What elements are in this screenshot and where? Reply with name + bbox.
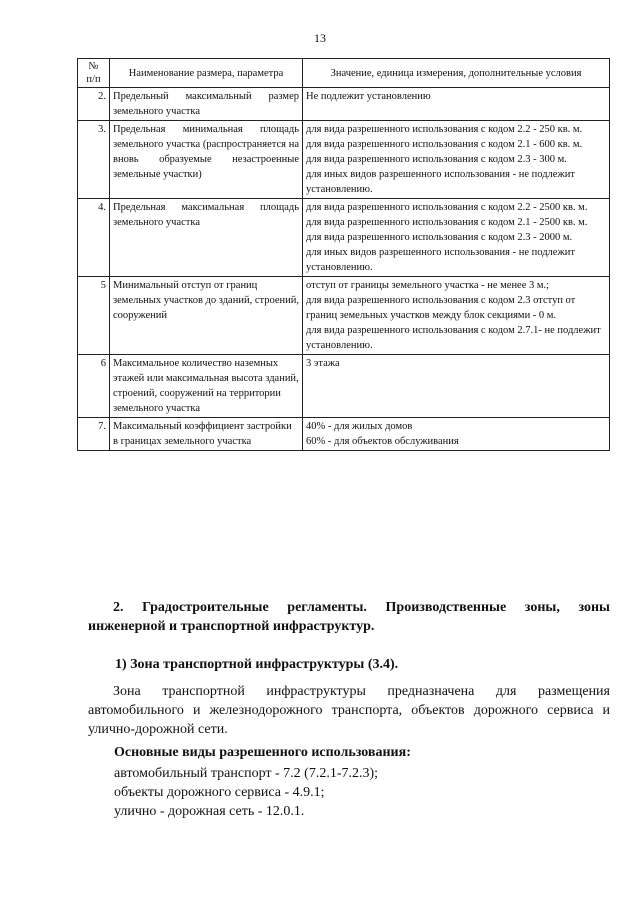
- zone-description: Зона транспортной инфраструктуры предназначена для размещения автомобильного и железнодорожного транспорта, объектов дорожного сервиса и улично-дорожной сети.: [88, 684, 610, 737]
- list-item: объекты дорожного сервиса - 4.9.1;: [114, 785, 325, 800]
- row-value-line: для вида разрешенного использования с кодом 2.3 - 300 м.: [306, 154, 567, 165]
- table-header-row: [78, 59, 610, 88]
- row-number: 5: [78, 277, 110, 355]
- header-value: Значение, единица измерения, дополнительные условия: [303, 59, 610, 88]
- row-number: 6: [78, 355, 110, 418]
- row-value-line: для вида разрешенного использования с кодом 2.1 - 600 кв. м.: [306, 139, 583, 150]
- row-value: [303, 88, 610, 121]
- row-number: 7.: [78, 418, 110, 451]
- zone-heading: 1) Зона транспортной инфраструктуры (3.4).: [115, 657, 399, 672]
- row-value: [303, 418, 610, 451]
- row-value-line: для вида разрешенного использования с кодом 2.3 - 2000 м.: [306, 232, 573, 243]
- row-value-line: 40% - для жилых домов: [306, 421, 413, 432]
- list-item: улично - дорожная сеть - 12.0.1.: [114, 804, 305, 819]
- row-value-line: отступ от границы земельного участка - не менее 3 м.;: [306, 280, 550, 291]
- row-parameter-name: Предельная максимальная площадь земельного участка: [110, 199, 303, 277]
- table-row: [78, 121, 610, 199]
- row-value-line: для вида разрешенного использования с кодом 2.3 отступ от границ земельных участков между блок секциями - 0 м.: [306, 295, 576, 321]
- table-row: [78, 277, 610, 355]
- row-value-line: 60% - для объектов обслуживания: [306, 436, 459, 447]
- row-value: [303, 199, 610, 277]
- row-number: 4.: [78, 199, 110, 277]
- section-heading: 2. Градостроительные регламенты. Производственные зоны, зоны инженерной и транспортной инфраструктур.: [88, 600, 610, 634]
- header-name: Наименование размера, параметра: [110, 59, 303, 88]
- table-row: [78, 199, 610, 277]
- row-value-line: для вида разрешенного использования с кодом 2.2 - 250 кв. м.: [306, 124, 583, 135]
- row-parameter-name: Предельный максимальный размер земельного участка: [110, 88, 303, 121]
- row-value-line: для вида разрешенного использования с кодом 2.1 - 2500 кв. м.: [306, 217, 588, 228]
- header-num: [78, 59, 110, 88]
- row-value-line: для иных видов разрешенного использования - не подлежит установлению.: [306, 247, 575, 273]
- header-num-line1: №: [88, 61, 99, 72]
- row-value-line: Не подлежит установлению: [306, 91, 431, 102]
- table-row: [78, 355, 610, 418]
- row-value: [303, 277, 610, 355]
- row-value-line: 3 этажа: [306, 358, 340, 369]
- row-parameter-name: Минимальный отступ от границ земельных участков до зданий, строений, сооружений: [110, 277, 303, 355]
- row-number: 3.: [78, 121, 110, 199]
- row-parameter-name: Предельная минимальная площадь земельного участка (распространяется на вновь образуемые незастроенные земельные участки): [110, 121, 303, 199]
- uses-title: Основные виды разрешенного использования:: [114, 745, 411, 760]
- row-value: [303, 121, 610, 199]
- row-value-line: для вида разрешенного использования с кодом 2.2 - 2500 кв. м.: [306, 202, 588, 213]
- page-number: 13: [314, 31, 326, 45]
- row-value-line: для вида разрешенного использования с кодом 2.7.1- не подлежит установлению.: [306, 325, 601, 351]
- row-value: [303, 355, 610, 418]
- header-num-line2: п/п: [86, 74, 101, 85]
- uses-list: [114, 764, 378, 821]
- parameters-table: [77, 58, 610, 451]
- list-item: автомобильный транспорт - 7.2 (7.2.1-7.2.3);: [114, 766, 379, 781]
- row-parameter-name: Максимальное количество наземных этажей или максимальная высота зданий, строений, сооружений на территории земельного участка: [110, 355, 303, 418]
- row-value-line: для иных видов разрешенного использования - не подлежит установлению.: [306, 169, 575, 195]
- row-number: 2.: [78, 88, 110, 121]
- row-parameter-name: Максимальный коэффициент застройки в границах земельного участка: [110, 418, 303, 451]
- table-row: [78, 418, 610, 451]
- table-row: [78, 88, 610, 121]
